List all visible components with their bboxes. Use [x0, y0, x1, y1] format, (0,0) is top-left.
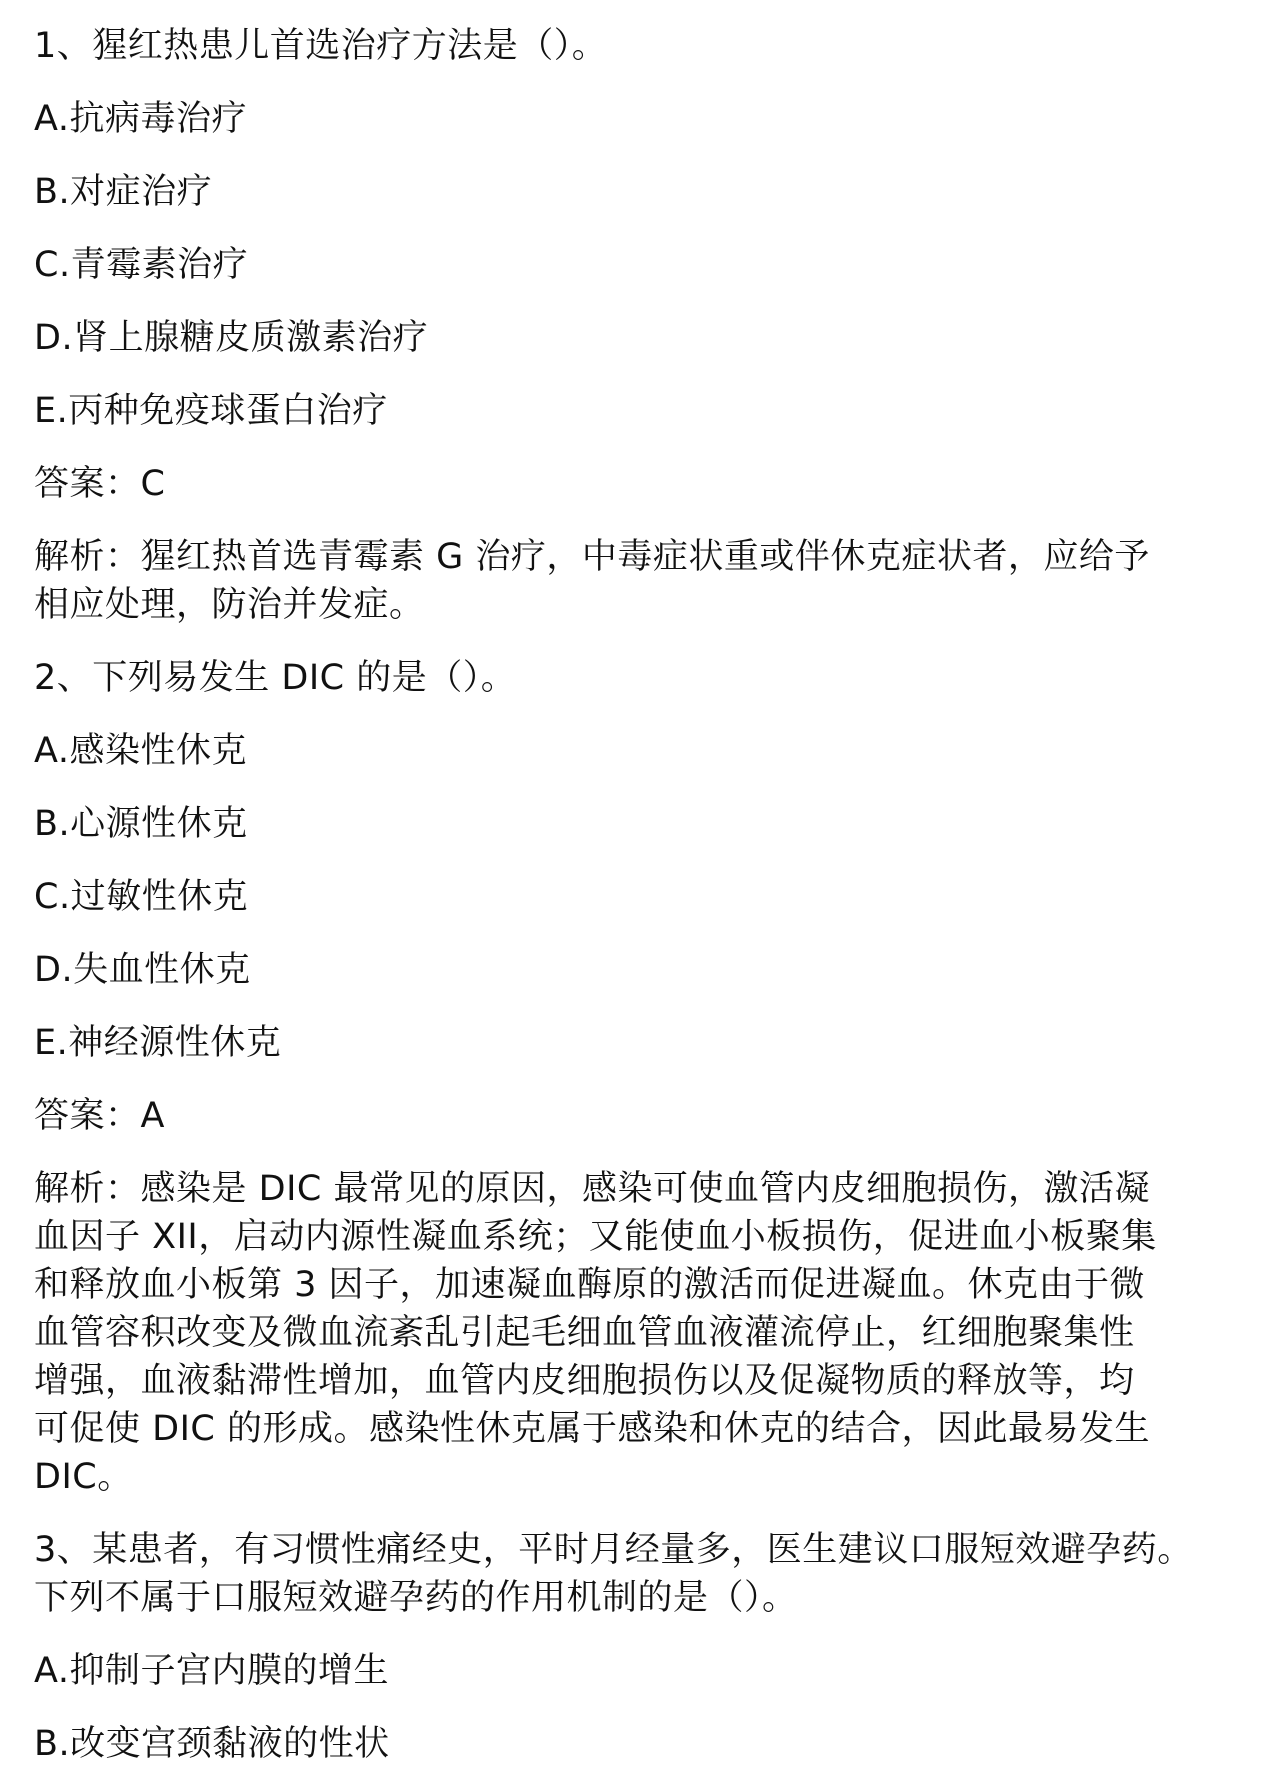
q2-answer: 答案：A	[34, 1096, 165, 1136]
q1-option-d: D.肾上腺糖皮质激素治疗	[34, 318, 429, 358]
q2-option-e: E.神经源性休克	[34, 1023, 282, 1063]
q1-option-a: A.抗病毒治疗	[34, 99, 247, 139]
q1-answer: 答案：C	[34, 464, 166, 504]
q1-option-b: B.对症治疗	[34, 172, 213, 212]
q2-analysis	[34, 1165, 1215, 1501]
q2-analysis-line-3: 和释放血小板第 3 因子，加速凝血酶原的激活而促进凝血。休克由于微	[34, 1265, 1146, 1305]
question-3	[34, 1526, 1215, 1622]
question-3-line-2: 下列不属于口服短效避孕药的作用机制的是（）。	[34, 1578, 798, 1618]
q1-option-e: E.丙种免疫球蛋白治疗	[34, 391, 388, 431]
q2-analysis-line-5: 增强，血液黏滞性增加，血管内皮细胞损伤以及促凝物质的释放等，均	[34, 1361, 1135, 1401]
q2-option-d: D.失血性休克	[34, 950, 251, 990]
question-1: 1、猩红热患儿首选治疗方法是（）。	[34, 26, 608, 66]
q2-option-b: B.心源性休克	[34, 804, 248, 844]
q1-option-c: C.青霉素治疗	[34, 245, 249, 285]
q3-option-b: B.改变宫颈黏液的性状	[34, 1724, 390, 1764]
q2-analysis-line-1: 解析：感染是 DIC 最常见的原因，感染可使血管内皮细胞损伤，激活凝	[34, 1169, 1150, 1209]
q2-analysis-line-7: DIC。	[34, 1457, 133, 1497]
q2-option-a: A.感染性休克	[34, 731, 247, 771]
q1-analysis	[34, 533, 1215, 629]
q2-analysis-line-4: 血管容积改变及微血流紊乱引起毛细血管血液灌流停止，红细胞聚集性	[34, 1313, 1135, 1353]
q2-analysis-line-6: 可促使 DIC 的形成。感染性休克属于感染和休克的结合，因此最易发生	[34, 1409, 1150, 1449]
q2-analysis-line-2: 血因子 XII，启动内源性凝血系统；又能使血小板损伤，促进血小板聚集	[34, 1217, 1157, 1257]
q3-option-a: A.抑制子宫内膜的增生	[34, 1651, 389, 1691]
q1-analysis-line-2: 相应处理，防治并发症。	[34, 585, 425, 625]
q1-analysis-line-1: 解析：猩红热首选青霉素 G 治疗，中毒症状重或伴休克症状者，应给予	[34, 537, 1150, 577]
question-2: 2、下列易发生 DIC 的是（）。	[34, 658, 517, 698]
question-3-line-1: 3、某患者，有习惯性痛经史，平时月经量多，医生建议口服短效避孕药。	[34, 1530, 1193, 1570]
q2-option-c: C.过敏性休克	[34, 877, 249, 917]
